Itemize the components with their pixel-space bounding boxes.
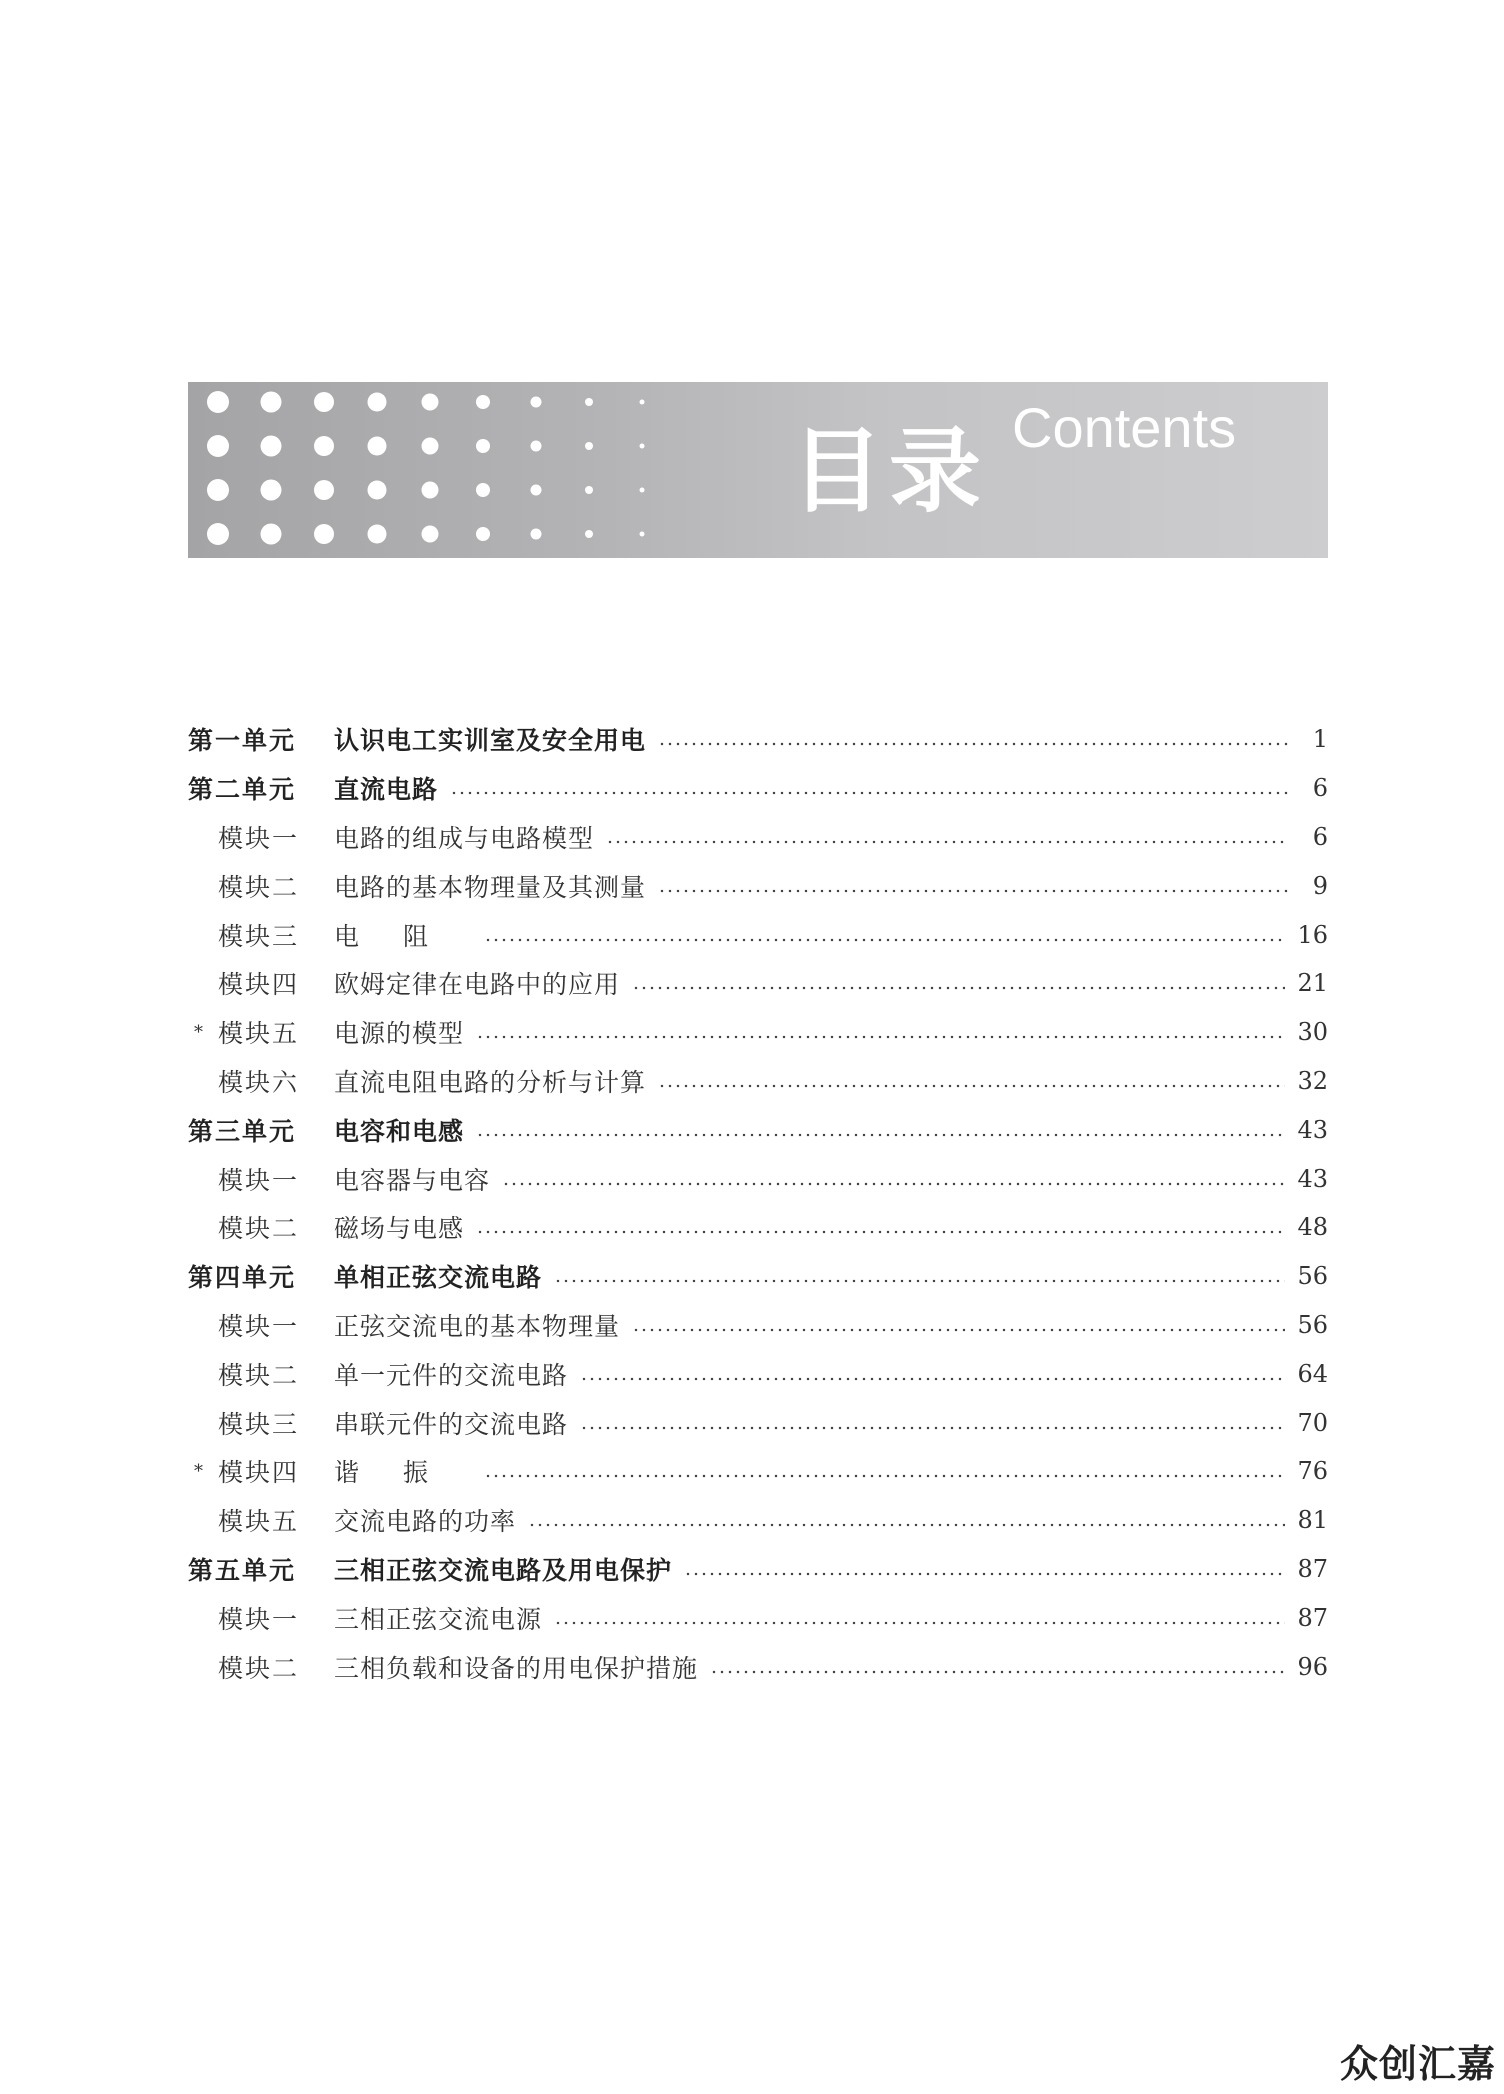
toc-entry-title: 单相正弦交流电路 bbox=[334, 1263, 543, 1293]
banner-dot bbox=[261, 392, 282, 413]
toc-module-row[interactable] bbox=[188, 959, 1328, 1008]
toc-entry-label: 模块一 bbox=[218, 1311, 300, 1341]
toc-module-row[interactable] bbox=[188, 910, 1328, 959]
banner-dot bbox=[314, 392, 334, 412]
toc-page-number: 87 bbox=[1297, 1554, 1328, 1583]
toc-module-row[interactable] bbox=[188, 813, 1328, 862]
banner-dot bbox=[261, 524, 282, 545]
toc-page-number: 6 bbox=[1312, 822, 1328, 851]
toc-entry-title: 欧姆定律在电路中的应用 bbox=[334, 970, 621, 1000]
banner-dot bbox=[476, 527, 490, 541]
toc-entry-title: 电容和电感 bbox=[334, 1116, 465, 1146]
toc-entry-title: 单一元件的交流电路 bbox=[334, 1360, 569, 1390]
toc-entry-label: 模块六 bbox=[218, 1067, 300, 1097]
banner-dot bbox=[314, 480, 334, 500]
banner-dot bbox=[585, 398, 593, 406]
banner-dot bbox=[368, 393, 387, 412]
toc-entry-title: 串联元件的交流电路 bbox=[334, 1409, 569, 1439]
toc-module-row[interactable] bbox=[188, 1447, 1328, 1496]
toc-module-row[interactable] bbox=[188, 1008, 1328, 1057]
dot-leader bbox=[476, 1133, 1285, 1137]
toc-module-row[interactable] bbox=[188, 1398, 1328, 1447]
toc-unit-row[interactable] bbox=[188, 764, 1328, 813]
dot-pattern-decoration bbox=[188, 382, 688, 558]
dot-leader bbox=[710, 1670, 1285, 1674]
dot-leader bbox=[476, 1230, 1285, 1234]
toc-entry-title: 磁场与电感 bbox=[334, 1214, 465, 1244]
toc-entry-title: 电路的组成与电路模型 bbox=[334, 823, 595, 853]
toc-entry-title: 直流电路 bbox=[334, 775, 439, 805]
toc-page-number: 56 bbox=[1297, 1262, 1328, 1291]
watermark-logo: 众创汇嘉 bbox=[1339, 2042, 1496, 2086]
toc-entry-label: 模块四 bbox=[218, 1458, 300, 1488]
dot-leader bbox=[684, 1572, 1285, 1576]
toc-page-number: 43 bbox=[1297, 1115, 1328, 1144]
toc-entry-title: 三相正弦交流电路及用电保护 bbox=[334, 1555, 673, 1585]
banner-dot bbox=[422, 526, 439, 543]
toc-page-number: 76 bbox=[1297, 1457, 1328, 1486]
contents-banner bbox=[188, 382, 1328, 558]
toc-entry-title: 谐振 bbox=[334, 1458, 473, 1488]
dot-leader bbox=[528, 1523, 1285, 1527]
banner-dot bbox=[422, 394, 439, 411]
banner-dot bbox=[261, 436, 282, 457]
dot-leader bbox=[476, 1035, 1285, 1039]
banner-dot bbox=[422, 438, 439, 455]
toc-page-number: 96 bbox=[1297, 1652, 1328, 1681]
toc-page-number: 1 bbox=[1312, 725, 1328, 754]
toc-entry-label: 模块三 bbox=[218, 1409, 300, 1439]
toc-page-number: 21 bbox=[1297, 969, 1328, 998]
toc-page-number: 87 bbox=[1297, 1603, 1328, 1632]
toc-entry-label: 模块二 bbox=[218, 1214, 300, 1244]
dot-leader bbox=[658, 742, 1288, 746]
toc-entry-label: 第一单元 bbox=[188, 726, 297, 756]
toc-entry-label: 模块一 bbox=[218, 1165, 300, 1195]
banner-dot bbox=[531, 441, 542, 452]
toc-unit-row[interactable] bbox=[188, 715, 1328, 764]
banner-dot bbox=[531, 485, 542, 496]
toc-entry-label: 模块四 bbox=[218, 970, 300, 1000]
banner-dot bbox=[261, 480, 282, 501]
toc-entry-label: 模块一 bbox=[218, 1604, 300, 1634]
banner-dot bbox=[368, 437, 387, 456]
toc-entry-label: 第五单元 bbox=[188, 1555, 297, 1585]
toc-module-row[interactable] bbox=[188, 1301, 1328, 1350]
banner-dot bbox=[207, 435, 229, 457]
dot-leader bbox=[554, 1621, 1285, 1625]
toc-page-number: 48 bbox=[1297, 1213, 1328, 1242]
toc-entry-label: 模块五 bbox=[218, 1019, 300, 1049]
toc-module-row[interactable] bbox=[188, 1593, 1328, 1642]
toc-module-row[interactable] bbox=[188, 1349, 1328, 1398]
toc-entry-title: 三相正弦交流电源 bbox=[334, 1604, 543, 1634]
toc-unit-row[interactable] bbox=[188, 1252, 1328, 1301]
toc-page-number: 9 bbox=[1312, 871, 1328, 900]
toc-entry-title: 电源的模型 bbox=[334, 1019, 465, 1049]
toc-module-row[interactable] bbox=[188, 1496, 1328, 1545]
toc-module-row[interactable] bbox=[188, 1642, 1328, 1691]
optional-marker: * bbox=[194, 1021, 203, 1043]
dot-leader bbox=[450, 791, 1288, 795]
toc-entry-label: 模块二 bbox=[218, 872, 300, 902]
toc-entry-title: 电容器与电容 bbox=[334, 1165, 491, 1195]
toc-module-row[interactable] bbox=[188, 1203, 1328, 1252]
toc-entry-label: 模块一 bbox=[218, 823, 300, 853]
banner-dot bbox=[207, 479, 229, 501]
dot-leader bbox=[606, 840, 1288, 844]
banner-dot bbox=[422, 482, 439, 499]
toc-page-number: 30 bbox=[1297, 1018, 1328, 1047]
dot-leader bbox=[502, 1182, 1285, 1186]
table-of-contents bbox=[188, 715, 1328, 1691]
banner-dot bbox=[314, 524, 334, 544]
banner-dot bbox=[314, 436, 334, 456]
toc-page-number: 16 bbox=[1297, 920, 1328, 949]
toc-entry-label: 模块二 bbox=[218, 1360, 300, 1390]
toc-page-number: 43 bbox=[1297, 1164, 1328, 1193]
page-title-cn: 目录 bbox=[791, 418, 988, 525]
dot-leader bbox=[580, 1426, 1285, 1430]
toc-entry-label: 第三单元 bbox=[188, 1116, 297, 1146]
toc-entry-label: 模块五 bbox=[218, 1507, 300, 1537]
banner-dot bbox=[640, 488, 645, 493]
dot-leader bbox=[484, 1474, 1285, 1478]
dot-leader bbox=[484, 938, 1285, 942]
dot-leader bbox=[658, 889, 1288, 893]
banner-dot bbox=[585, 530, 593, 538]
toc-entry-label: 模块二 bbox=[218, 1653, 300, 1683]
banner-dot bbox=[640, 532, 645, 537]
toc-module-row[interactable] bbox=[188, 1057, 1328, 1106]
toc-page-number: 32 bbox=[1297, 1066, 1328, 1095]
toc-unit-row[interactable] bbox=[188, 1545, 1328, 1594]
banner-dot bbox=[585, 442, 593, 450]
banner-dot bbox=[207, 391, 229, 413]
toc-page-number: 81 bbox=[1297, 1506, 1328, 1535]
toc-entry-label: 第二单元 bbox=[188, 775, 297, 805]
toc-page-number: 6 bbox=[1312, 774, 1328, 803]
banner-dot bbox=[640, 444, 645, 449]
banner-dot bbox=[640, 400, 645, 405]
toc-unit-row[interactable] bbox=[188, 1105, 1328, 1154]
dot-leader bbox=[632, 986, 1285, 990]
toc-entry-title: 认识电工实训室及安全用电 bbox=[334, 726, 647, 756]
dot-leader bbox=[632, 1328, 1285, 1332]
toc-module-row[interactable] bbox=[188, 861, 1328, 910]
toc-entry-title: 交流电路的功率 bbox=[334, 1507, 517, 1537]
toc-entry-title: 电路的基本物理量及其测量 bbox=[334, 872, 647, 902]
toc-module-row[interactable] bbox=[188, 1154, 1328, 1203]
toc-entry-title: 正弦交流电的基本物理量 bbox=[334, 1311, 621, 1341]
banner-dot bbox=[531, 529, 542, 540]
banner-dot bbox=[476, 483, 490, 497]
toc-page-number: 64 bbox=[1297, 1359, 1328, 1388]
dot-leader bbox=[580, 1377, 1285, 1381]
toc-entry-label: 模块三 bbox=[218, 921, 300, 951]
banner-dot bbox=[476, 395, 490, 409]
banner-dot bbox=[368, 525, 387, 544]
banner-dot bbox=[368, 481, 387, 500]
toc-entry-title: 直流电阻电路的分析与计算 bbox=[334, 1067, 647, 1097]
dot-leader bbox=[658, 1084, 1285, 1088]
banner-dot bbox=[531, 397, 542, 408]
page-title-en: Contents bbox=[1012, 396, 1237, 459]
banner-dot bbox=[585, 486, 593, 494]
dot-leader bbox=[554, 1279, 1285, 1283]
toc-entry-title: 电阻 bbox=[334, 921, 473, 951]
banner-dot bbox=[207, 523, 229, 545]
banner-dot bbox=[476, 439, 490, 453]
toc-page-number: 70 bbox=[1297, 1408, 1328, 1437]
optional-marker: * bbox=[194, 1460, 203, 1482]
toc-page-number: 56 bbox=[1297, 1310, 1328, 1339]
toc-entry-label: 第四单元 bbox=[188, 1263, 297, 1293]
toc-entry-title: 三相负载和设备的用电保护措施 bbox=[334, 1653, 699, 1683]
